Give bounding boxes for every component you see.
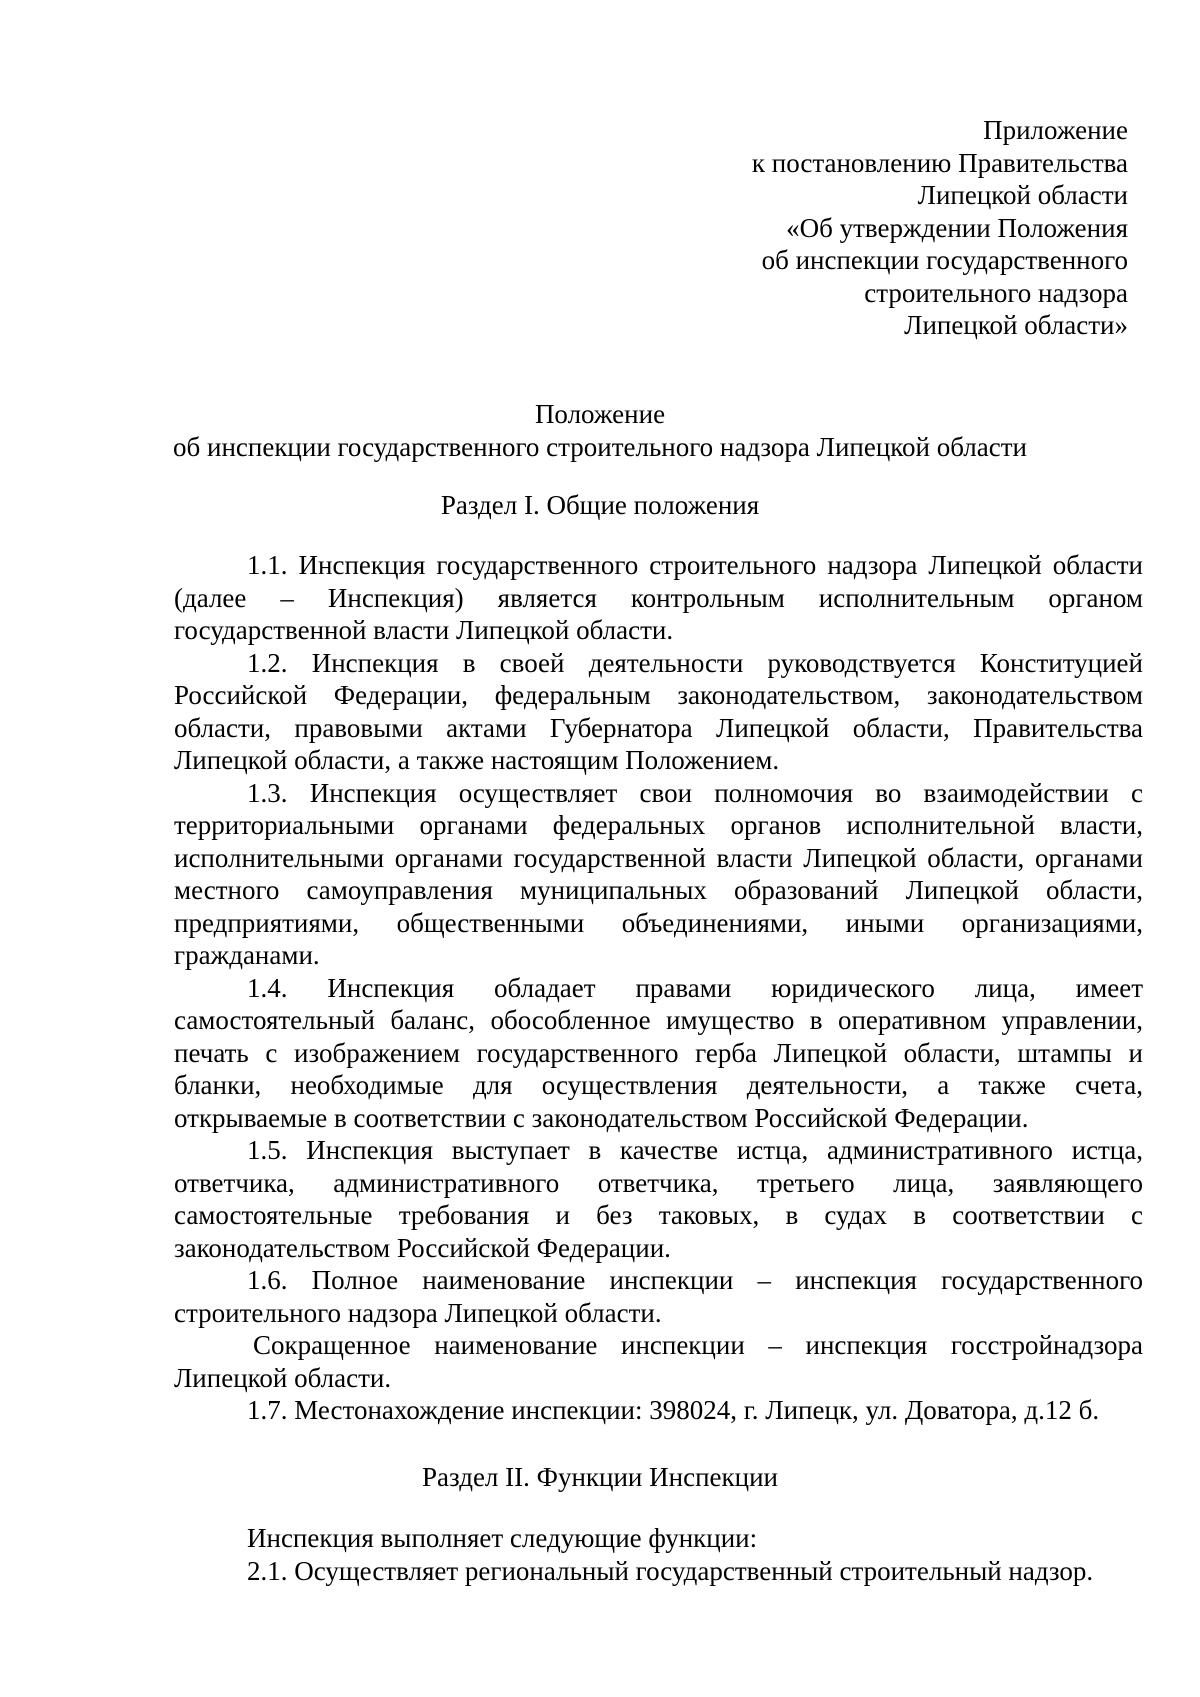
- paragraph-1-4: 1.4. Инспекция обладает правами юридического лица, имеет самостоятельный баланс, обособленное имущество в оперативном управлении, печать с изображением государственного герба Липецкой области, штампы и бланки, необходимые для осуществления деятельности, а также счета, открываемые в соответствии с законодательством Российской Федерации.: [174, 972, 1143, 1133]
- appendix-line: строительного надзора: [864, 277, 1128, 308]
- title-line-1: Положение: [534, 399, 666, 429]
- appendix-line: «Об утверждении Положения: [786, 212, 1128, 243]
- paragraph-1-1: 1.1. Инспекция государственного строительного надзора Липецкой области (далее – Инспекция) является контрольным исполнительным органом государственной власти Липецкой области.: [174, 550, 1143, 645]
- paragraph-1-2: 1.2. Инспекция в своей деятельности руководствуется Конституцией Российской Федерации, федеральным законодательством, законодательством области, правовыми актами Губернатора Липецкой области, Правительства Липецкой области, а также настоящим Положением.: [174, 647, 1143, 775]
- appendix-line: к постановлению Правительства: [751, 147, 1128, 178]
- section-1-body: [174, 549, 1143, 1427]
- section-2-heading: Раздел II. Функции Инспекции: [422, 1462, 778, 1492]
- paragraph-1-5: 1.5. Инспекция выступает в качестве истца, административного истца, ответчика, административного ответчика, третьего лица, заявляющего самостоятельные требования и без таковых, в судах в соответствии с законодательством Российской Федерации.: [174, 1135, 1143, 1263]
- paragraph-short-name: Сокращенное наименование инспекции – инспекция госстройнадзора Липецкой области.: [174, 1330, 1143, 1393]
- functions-intro: Инспекция выполняет следующие функции:: [247, 1523, 758, 1553]
- function-item-2-1: 2.1. Осуществляет региональный государственный строительный надзор.: [247, 1555, 1094, 1586]
- appendix-line: об инспекции государственного: [761, 245, 1128, 275]
- paragraph-1-7: 1.7. Местонахождение инспекции: 398024, г. Липецк, ул. Доватора, д.12 б.: [247, 1395, 1100, 1425]
- title-line-2: об инспекции государственного строительного надзора Липецкой области: [173, 431, 1027, 462]
- appendix-block: [528, 114, 1128, 342]
- paragraph-1-3: 1.3. Инспекция осуществляет свои полномочия во взаимодействии с территориальными органами федеральных органов исполнительной власти, исполнительными органами государственной власти Липецкой области, органами местного самоуправления муниципальных образований Липецкой области, предприятиями, общественными объединениями, иными организациями, гражданами.: [174, 777, 1143, 970]
- appendix-line: Приложение: [983, 115, 1128, 145]
- paragraph-1-6: 1.6. Полное наименование инспекции – инспекция государственного строительного надзора Липецкой области.: [174, 1265, 1143, 1328]
- appendix-line: Липецкой области: [917, 180, 1128, 210]
- document-title: [0, 398, 1200, 463]
- section-1-heading: Раздел I. Общие положения: [440, 490, 760, 520]
- section-2-body: [174, 1522, 1143, 1587]
- appendix-line: Липецкой области»: [904, 310, 1128, 340]
